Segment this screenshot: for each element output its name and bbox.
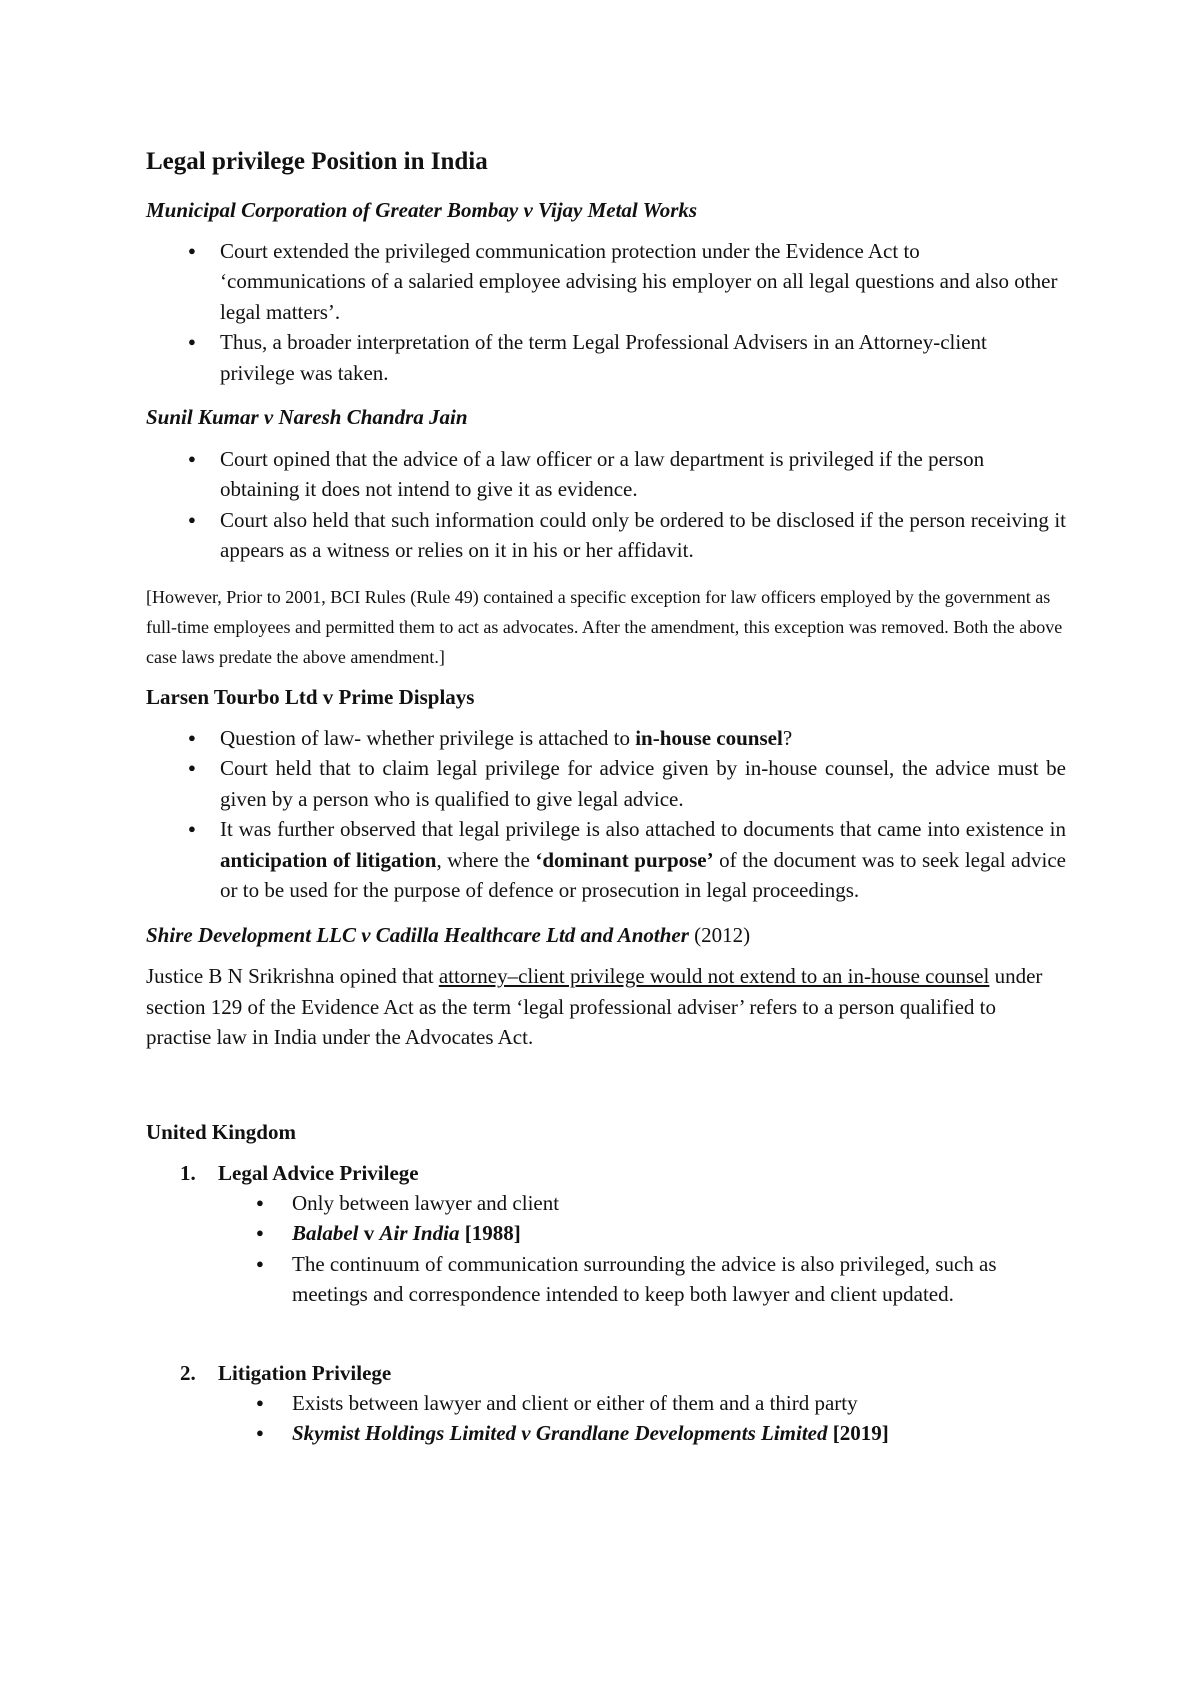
case-year: [1988]: [459, 1221, 521, 1246]
list-item: [146, 1418, 1066, 1449]
document-content: [146, 146, 1066, 1471]
case-heading-sunil-kumar: Sunil Kumar v Naresh Chandra Jain: [146, 405, 468, 430]
srikrishna-paragraph: [146, 961, 1066, 1053]
uk-privilege-list: [146, 1158, 1066, 1449]
bci-rules-note: [However, Prior to 2001, BCI Rules (Rule 49) contained a specific exception for law officers employed by the government as full-time employees and permitted them to act as advocates. After the amendment, this exception was removed. Both the above case laws predate the above amendment.]: [146, 586, 1063, 667]
uk-item-title: [146, 1358, 1066, 1388]
uk-heading: United Kingdom: [146, 1119, 296, 1144]
uk-item-legal-advice: [146, 1158, 1066, 1310]
case-heading-larsen-tourbo: Larsen Tourbo Ltd v Prime Displays: [146, 684, 475, 709]
list-item: [146, 814, 1066, 906]
page-title: Legal privilege Position in India: [146, 148, 488, 175]
case-year: (2012): [688, 922, 751, 947]
uk-sub-bullets: [146, 1188, 1066, 1310]
case-heading-vijay-metal: Municipal Corporation of Greater Bombay v Vijay Metal Works: [146, 197, 698, 222]
bold-term-anticipation: anticipation of litigation: [220, 847, 437, 872]
case-bullets-larsen-tourbo: [146, 723, 1066, 906]
list-item: ● Exists between lawyer and client or either of them and a third party: [146, 1388, 1066, 1419]
list-item: ● Court held that to claim legal privilege for advice given by in-house counsel, the advice must be given by a person who is qualified to give legal advice.: [146, 753, 1066, 814]
text-run: v: [358, 1221, 380, 1246]
list-item: ● Court opined that the advice of a law officer or a law department is privileged if the person obtaining it does not intend to give it as evidence.: [146, 444, 1066, 505]
bold-term-dominant-purpose: ‘dominant purpose’: [535, 847, 714, 872]
case-name: Skymist Holdings Limited v Grandlane Developments Limited: [292, 1421, 828, 1446]
item-title-text: Litigation Privilege: [218, 1360, 392, 1385]
bold-term-in-house-counsel: in-house counsel: [635, 725, 783, 750]
uk-item-litigation: [146, 1332, 1066, 1449]
case-year: [2019]: [827, 1421, 889, 1446]
text-run: of the document was to seek legal advice or to be used for the purpose of defence or prosecution in legal proceedings.: [220, 847, 1066, 903]
text-run: Question of law- whether privilege is attached to: [220, 725, 636, 750]
item-title-text: Legal Advice Privilege: [218, 1160, 419, 1185]
case-party: Air India: [379, 1221, 460, 1246]
uk-item-title: [146, 1158, 1066, 1188]
list-item: ● Court extended the privileged communication protection under the Evidence Act to ‘communications of a salaried employee advising his employer on all legal questions and also other legal matters’.: [146, 236, 1066, 328]
item-number: 2.: [180, 1360, 196, 1385]
list-item: [146, 1218, 1066, 1249]
case-name: Shire Development LLC v Cadilla Healthcare Ltd and Another: [146, 922, 689, 947]
text-run: It was further observed that legal privilege is also attached to documents that came into existence in: [220, 817, 1066, 842]
list-item: [146, 723, 1066, 754]
item-number: 1.: [180, 1160, 196, 1185]
case-bullets-sunil-kumar: [146, 444, 1066, 566]
list-item: ● The continuum of communication surrounding the advice is also privileged, such as meetings and correspondence intended to keep both lawyer and client updated.: [146, 1249, 1066, 1310]
text-run: Justice B N Srikrishna opined that: [146, 964, 439, 989]
underlined-holding: attorney–client privilege would not extend to an in-house counsel: [438, 964, 990, 989]
spacer: [146, 1332, 1066, 1358]
uk-sub-bullets: [146, 1388, 1066, 1449]
case-heading-shire-development: [146, 922, 1066, 949]
list-item: ● Thus, a broader interpretation of the term Legal Professional Advisers in an Attorney-client privilege was taken.: [146, 327, 1066, 388]
text-run: under section 129 of the Evidence Act as the term ‘legal professional adviser’ refers to a person qualified to practise law in India under the Advocates Act.: [146, 964, 1043, 1050]
text-run: , where the: [436, 847, 536, 872]
case-party: Balabel: [292, 1221, 359, 1246]
case-bullets-vijay-metal: [146, 236, 1066, 389]
list-item: ● Only between lawyer and client: [146, 1188, 1066, 1219]
list-item: ● Court also held that such information could only be ordered to be disclosed if the person receiving it appears as a witness or relies on it in his or her affidavit.: [146, 505, 1066, 566]
text-run: ?: [782, 725, 793, 750]
